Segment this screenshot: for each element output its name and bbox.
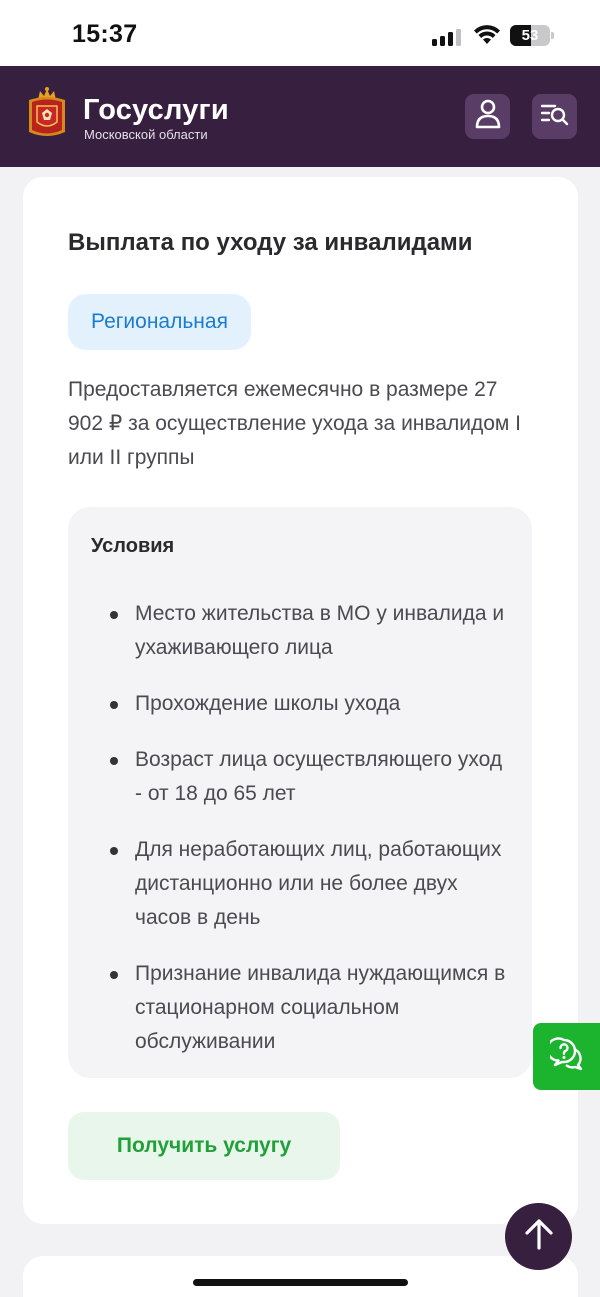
brand-subtitle: Московской области: [84, 127, 208, 142]
service-type-badge: Региональная: [68, 294, 251, 350]
arrow-up-icon: [524, 1218, 554, 1255]
scroll-to-top-button[interactable]: [505, 1203, 572, 1270]
status-bar: [0, 0, 600, 66]
search-menu-button[interactable]: [532, 94, 577, 139]
battery-icon: [510, 25, 554, 46]
profile-icon: [475, 99, 501, 134]
condition-item: Возраст лица осуществляющего уход - от 18 до 65 лет: [88, 743, 508, 811]
service-description: Предоставляется ежемесячно в размере 27 902 ₽ за осуществление ухода за инвалидом I или II группы: [68, 378, 522, 469]
signal-icon: [432, 29, 462, 46]
help-chat-button[interactable]: [533, 1023, 600, 1090]
condition-item: Прохождение школы ухода: [88, 687, 508, 721]
service-card: [23, 177, 578, 1224]
conditions-block: [68, 507, 532, 1078]
chat-question-icon: [550, 1037, 584, 1076]
battery-level: 53: [521, 27, 539, 44]
search-menu-icon: [541, 102, 569, 131]
condition-item: Место жительства в МО у инвалида и ухаживающего лица: [88, 597, 508, 665]
app-header: [0, 66, 600, 167]
conditions-list: [88, 597, 508, 1081]
status-time: 15:37: [72, 20, 138, 48]
home-indicator: [193, 1279, 408, 1286]
brand-title[interactable]: Госуслуги: [83, 94, 229, 126]
wifi-icon: [472, 22, 502, 46]
condition-item: Для неработающих лиц, работающих дистанционно или не более двух часов в день: [88, 833, 508, 935]
profile-button[interactable]: [465, 94, 510, 139]
next-service-card[interactable]: [23, 1256, 578, 1297]
service-title: Выплата по уходу за инвалидами: [68, 229, 473, 256]
get-service-button[interactable]: Получить услугу: [68, 1112, 340, 1180]
moscow-region-crest-logo[interactable]: [26, 86, 68, 142]
conditions-title: Условия: [91, 535, 175, 557]
condition-item: Признание инвалида нуждающимся в стационарном социальном обслуживании: [88, 957, 508, 1059]
